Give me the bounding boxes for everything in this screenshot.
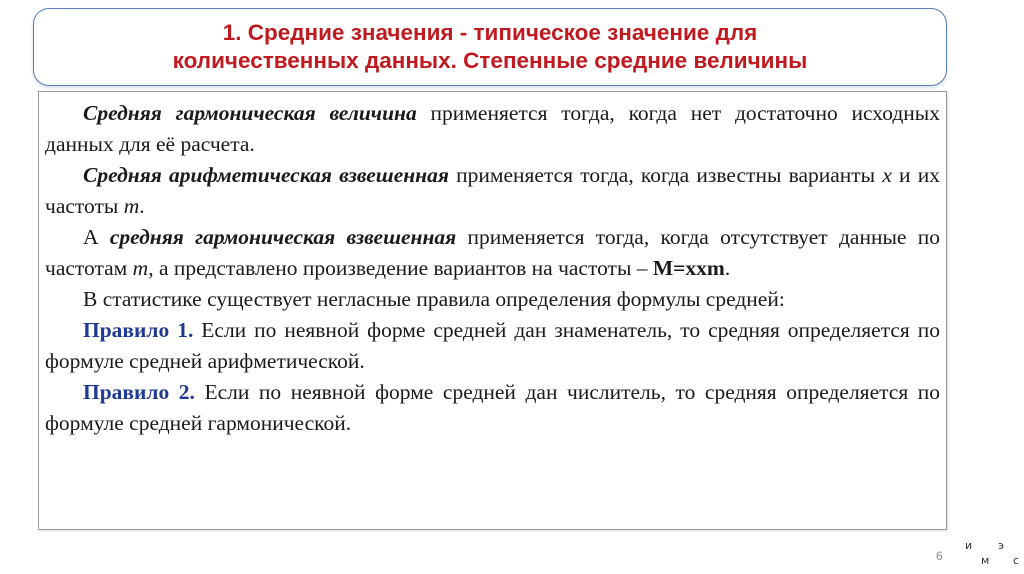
rule-2-label: Правило 2. [83, 380, 195, 404]
paragraph-text: применяется тогда, когда нет достаточно исходных данных для её расчета. [45, 101, 941, 156]
logo [962, 537, 1022, 571]
paragraph-text: Если по неявной форме средней дан знаменатель, то средняя определяется по формуле средней арифметической. [45, 318, 940, 373]
logo-letter: э [998, 539, 1005, 552]
variable-x: x [882, 163, 892, 187]
paragraph-text: применяется тогда, когда известны варианты [448, 163, 883, 187]
term-harmonic-mean: Средняя гармоническая величина [83, 101, 417, 125]
paragraph-rule-2 [45, 377, 940, 439]
title-line-2: количественных данных. Степенные средние величины [172, 48, 808, 73]
paragraph-rule-1 [45, 315, 940, 377]
paragraph-weighted-arithmetic [45, 160, 940, 222]
logo-letter: м [981, 554, 990, 567]
logo-letter: с [1013, 554, 1020, 567]
paragraph-text: . [724, 256, 731, 280]
slide-title [173, 19, 808, 75]
paragraph-text: В статистике существует негласные правила определения формулы средней: [83, 287, 785, 311]
content-box [38, 91, 947, 530]
logo-letter: и [965, 539, 973, 552]
term-weighted-harmonic: средняя гармоническая взвешенная [109, 225, 457, 249]
paragraph-text: применяется тогда, когда отсутствует данные по частотам [45, 225, 941, 280]
variable-m: m [132, 256, 149, 280]
page-number: 6 [936, 549, 943, 563]
paragraph-harmonic-mean [45, 98, 940, 160]
rule-1-label: Правило 1. [83, 318, 194, 342]
paragraph-lead: А [83, 225, 110, 249]
paragraph-text: . [139, 194, 145, 218]
paragraph-text: Если по неявной форме средней дан числитель, то средняя определяется по формуле средней гармонической. [45, 380, 941, 435]
formula: M=xxm [652, 256, 725, 280]
paragraph-rules-intro [45, 284, 940, 315]
term-weighted-arithmetic: Средняя арифметическая взвешенная [83, 163, 449, 187]
paragraph-weighted-harmonic [45, 222, 940, 284]
paragraph-text: , а представлено произведение вариантов на частоты – [148, 256, 653, 280]
variable-m: m [123, 194, 140, 218]
paragraph-text: и их частоты [45, 163, 940, 218]
title-box [33, 8, 947, 86]
title-line-1: 1. Средние значения - типическое значение для [222, 20, 758, 45]
